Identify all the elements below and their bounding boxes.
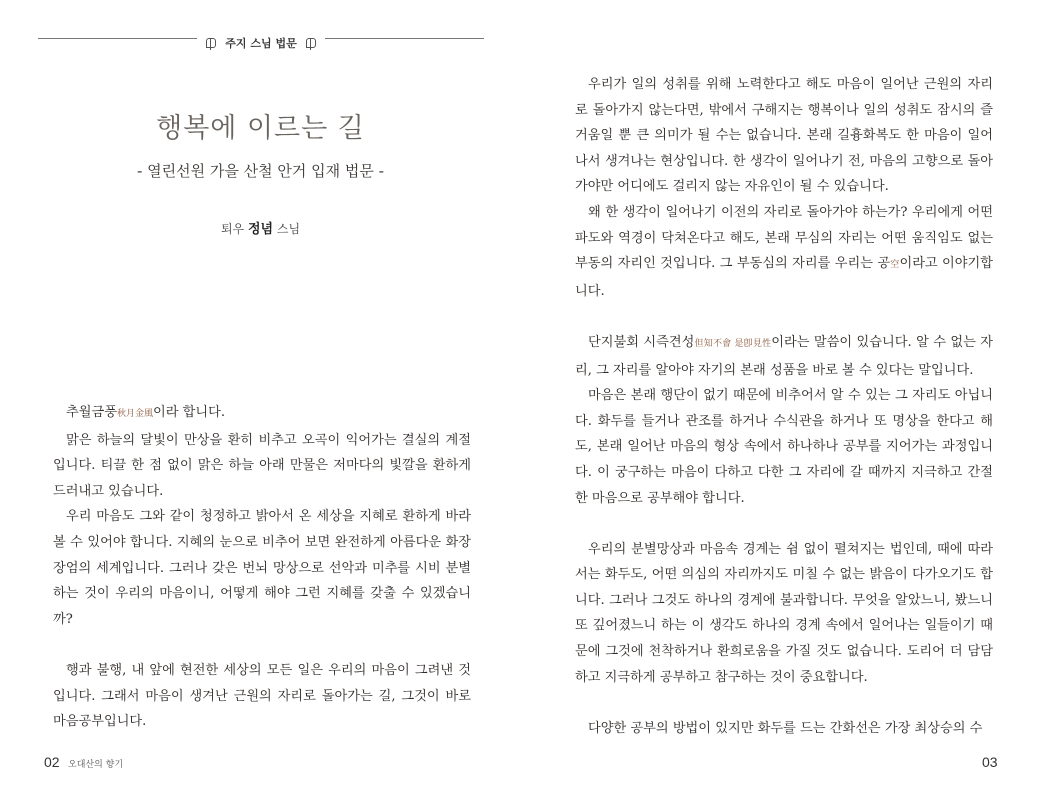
paragraph: 다양한 공부의 방법이 있지만 화두를 드는 간화선은 가장 최상승의 수 xyxy=(588,720,983,736)
right-body-text xyxy=(575,72,993,741)
paragraph: 왜 한 생각이 일어나기 이전의 자리로 돌아가야 하는가? 우리에게 어떤 파도와 역경이 닥쳐온다고 해도, 본래 무심의 자리는 어떤 움직임도 없는 부동의 자리인 것입니다. 그 부동심의 자리를 우리는 공空이라고 이야기합니다. xyxy=(575,204,993,299)
page-number: 03 xyxy=(982,754,998,770)
hanja-annotation: 但知不會 是卽見性 xyxy=(694,338,772,349)
author-line xyxy=(0,218,521,237)
section-header xyxy=(38,34,484,52)
paragraph: 추월금풍秋月金風이라 합니다. xyxy=(66,405,226,420)
paragraph: 우리의 분별망상과 마음속 경계는 쉼 없이 펼쳐지는 법인데, 때에 따라서는 화두도, 어떤 의심의 자리까지도 미칠 수 없는 밝음이 다가오기도 합니다. 그러나 그것도 하나의 경계에 불과합니다. 무엇을 알았느니, 봤느니 또 깊어졌느니 하는 이 생각도 하나의 경계 속에서 일어나는 일들이기 때문에 그것에 천착하거나 환희로움을 가질 것도 없습니다. 도리어 더 담담하고 지극하게 공부하고 참구하는 것이 중요합니다. xyxy=(575,541,993,685)
hanja-annotation: 空 xyxy=(890,260,900,271)
article-title: 행복에 이르는 길 xyxy=(156,113,365,144)
paragraph: 맑은 하늘의 달빛이 만상을 환히 비추고 오곡이 익어가는 결실의 계절입니다. 티끌 한 점 없이 맑은 하늘 아래 만물은 저마다의 빛깔을 환하게 드러내고 있습니다. xyxy=(53,432,471,499)
paragraph: 마음은 본래 행단이 없기 때문에 비추어서 알 수 있는 그 자리도 아닙니다. 화두를 들거나 관조를 하거나 수식관을 하거나 또 명상을 한다고 해도, 본래 일어난 마음의 형상 속에서 하나하나 공부를 지어가는 과정입니다. 이 궁구하는 마음이 다하고 다한 그 자리에 갈 때까지 지극하고 간절한 마음으로 공부해야 합니다. xyxy=(575,388,993,506)
hanja-annotation: 秋月金風 xyxy=(116,409,153,419)
author-prefix: 퇴우 xyxy=(220,222,248,236)
paragraph: 우리가 일의 성취를 위해 노력한다고 해도 마음이 일어난 근원의 자리로 돌아가지 않는다면, 밖에서 구해지는 행복이나 일의 성취도 잠시의 즐거움일 뿐 큰 의미가 될 수는 없습니다. 본래 길흉화복도 한 마음이 일어나서 생겨나는 현상입니다. 한 생각이 일어나기 전, 마음의 고향으로 돌아가야만 어디에도 걸리지 않는 자유인이 될 수 있습니다. xyxy=(575,77,993,195)
ornament-icon xyxy=(205,38,217,48)
paragraph: 행과 불행, 내 앞에 현전한 세상의 모든 일은 우리의 마음이 그려낸 것입니다. 그래서 마음이 생겨난 근원의 자리로 돌아가는 길, 그것이 바로 마음공부입니다. xyxy=(53,662,471,730)
left-body-text xyxy=(53,400,471,735)
paragraph: 우리 마음도 그와 같이 청정하고 밝아서 온 세상을 지혜로 환하게 바라볼 수 있어야 합니다. 지혜의 눈으로 비추어 보면 완전하게 아름다운 화장장엄의 세계입니다. 그러나 갖은 번뇌 망상으로 선악과 미추를 시비 분별하는 것이 우리의 마음이니, 어떻게 해야 그런 지혜를 갖출 수 있겠습니까? xyxy=(53,509,471,627)
section-label: 주지 스님 법문 xyxy=(225,37,297,50)
publication-name: 오대산의 향기 xyxy=(68,760,124,770)
page-number: 02 xyxy=(44,754,60,770)
author-suffix: 스님 xyxy=(273,222,301,236)
paragraph: 단지불회 시즉견성但知不會 是卽見性이라는 말씀이 있습니다. 알 수 없는 자리, 그 자리를 알아야 자기의 본래 성품을 바로 볼 수 있다는 말입니다. xyxy=(575,334,993,378)
article-subtitle: - 열린선원 가을 산철 안거 입재 법문 - xyxy=(136,162,385,180)
ornament-icon xyxy=(305,38,317,48)
author-name: 정념 xyxy=(247,222,274,237)
right-page xyxy=(521,0,1042,793)
